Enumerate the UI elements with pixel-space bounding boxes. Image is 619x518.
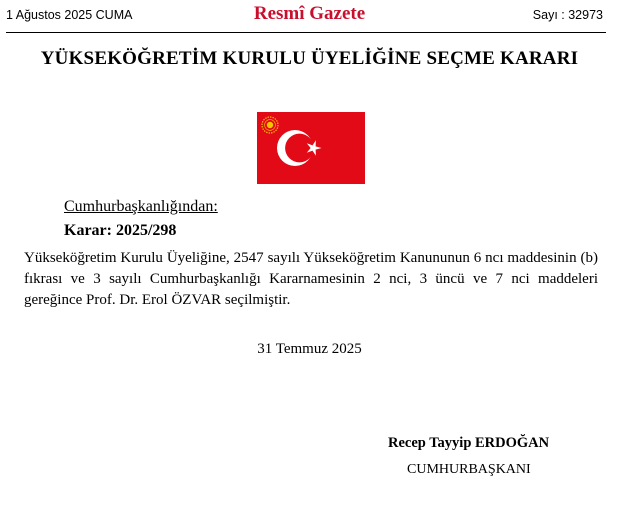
turkish-flag-icon <box>257 112 365 184</box>
gazette-name: Resmî Gazete <box>253 3 366 24</box>
signatory-name <box>388 435 549 452</box>
issue-number: Sayı : 32973 <box>532 8 603 22</box>
signatory-title: CUMHURBAŞKANI <box>407 462 531 477</box>
decision-body: Yükseköğretim Kurulu Üyeliğine, 2547 sayılı Yükseköğretim Kanununun 6 ncı maddesinin (b) fıkrası ve 3 sayılı Cumhurbaşkanlığı Kararnamesinin 2 nci, 3 üncü ve 7 nci maddeleri gereğince Prof. Dr. Erol ÖZVAR seçilmiştir. <box>24 250 598 308</box>
presidential-seal-icon <box>262 117 278 133</box>
issuer-heading: Cumhurbaşkanlığından: <box>64 198 218 215</box>
decision-date: 31 Temmuz 2025 <box>257 341 362 357</box>
signatory-first-name: Recep Tayyip <box>388 435 472 451</box>
page-title: YÜKSEKÖĞRETİM KURULU ÜYELİĞİNE SEÇME KARARI <box>40 48 579 69</box>
signatory-last-name: ERDOĞAN <box>475 435 550 451</box>
header-date: 1 Ağustos 2025 CUMA <box>6 8 133 22</box>
decision-number: Karar: 2025/298 <box>64 222 177 239</box>
header-divider <box>6 32 606 33</box>
